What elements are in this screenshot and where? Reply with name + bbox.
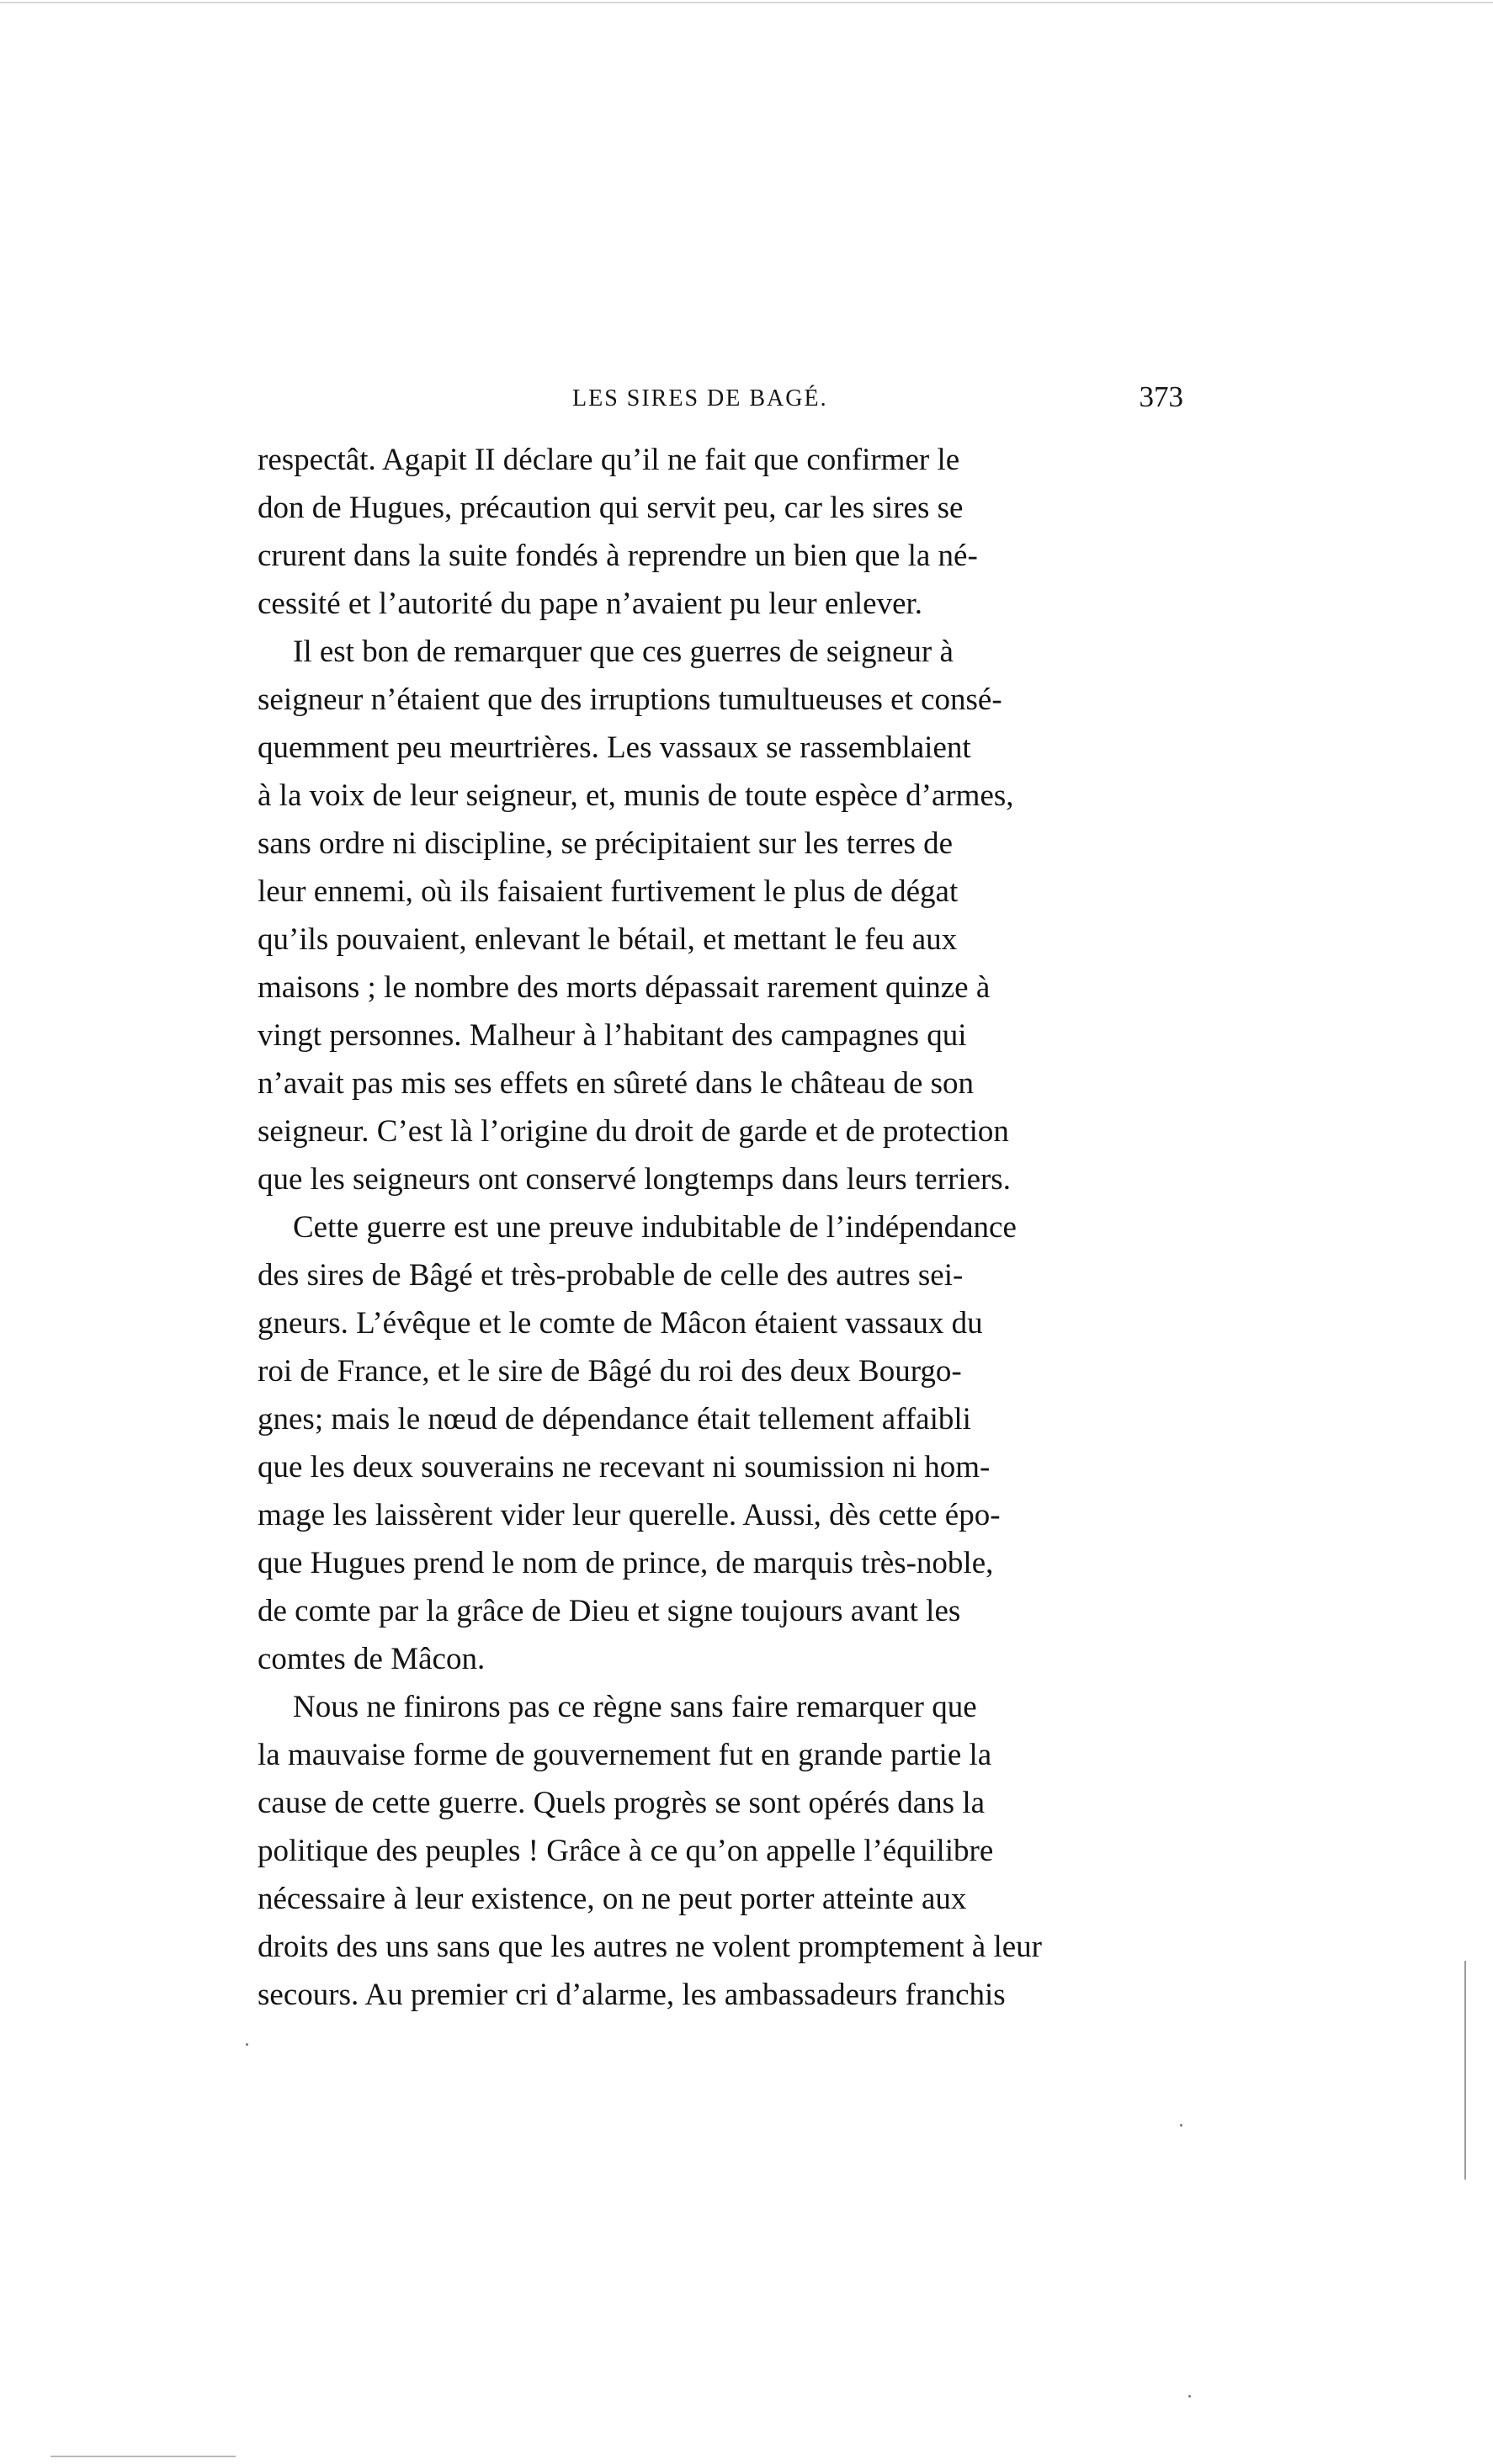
scan-bottom-edge bbox=[50, 2456, 236, 2457]
paragraph-start-line: Cette guerre est une preuve indubitable de l’indépendance bbox=[293, 1210, 1017, 1245]
text-line: don de Hugues, précaution qui servit peu, car les sires se bbox=[258, 491, 964, 525]
page-number: 373 bbox=[1139, 380, 1183, 413]
text-line: que Hugues prend le nom de prince, de marquis très-noble, bbox=[258, 1546, 994, 1580]
text-line: politique des peuples ! Grâce à ce qu’on appelle l’équilibre bbox=[258, 1834, 994, 1868]
running-title: LES SIRES DE BAGÉ. bbox=[572, 385, 828, 412]
text-line: qu’ils pouvaient, enlevant le bétail, et mettant le feu aux bbox=[258, 922, 958, 957]
text-line: comtes de Mâcon. bbox=[258, 1642, 486, 1676]
text-line: que les seigneurs ont conservé longtemps dans leurs terriers. bbox=[258, 1162, 1011, 1197]
text-line: seigneur. C’est là l’origine du droit de garde et de protection bbox=[258, 1114, 1009, 1149]
text-line: cause de cette guerre. Quels progrès se sont opérés dans la bbox=[258, 1786, 986, 1820]
text-line: maisons ; le nombre des morts dépassait rarement quinze à bbox=[258, 970, 991, 1005]
text-line: secours. Au premier cri d’alarme, les ambassadeurs franchis bbox=[258, 1978, 1006, 2012]
text-line: à la voix de leur seigneur, et, munis de toute espèce d’armes, bbox=[258, 778, 1014, 813]
text-line: gneurs. L’évêque et le comte de Mâcon étaient vassaux du bbox=[258, 1306, 983, 1341]
text-line: mage les laissèrent vider leur querelle. Aussi, dès cette épo- bbox=[258, 1498, 1001, 1532]
text-line: la mauvaise forme de gouvernement fut en grande partie la bbox=[258, 1738, 992, 1772]
text-line: leur ennemi, où ils faisaient furtivement le plus de dégat bbox=[258, 874, 959, 909]
text-line: cessité et l’autorité du pape n’avaient pu leur enlever. bbox=[258, 587, 923, 621]
text-line: seigneur n’étaient que des irruptions tumultueuses et consé- bbox=[258, 682, 1002, 717]
text-line: que les deux souverains ne recevant ni soumission ni hom- bbox=[258, 1450, 991, 1484]
text-line: n’avait pas mis ses effets en sûreté dans le château de son bbox=[258, 1066, 975, 1101]
text-line: sans ordre ni discipline, se précipitaient sur les terres de bbox=[258, 826, 954, 861]
text-line: des sires de Bâgé et très-probable de celle des autres sei- bbox=[258, 1258, 964, 1293]
scan-top-edge bbox=[0, 2, 1493, 3]
text-line: gnes; mais le nœud de dépendance était tellement affaibli bbox=[258, 1402, 971, 1436]
scan-speck bbox=[246, 2043, 248, 2046]
scan-speck bbox=[1188, 2395, 1191, 2398]
text-line: roi de France, et le sire de Bâgé du roi des deux Bourgo- bbox=[258, 1354, 962, 1389]
scan-edge-mark bbox=[1464, 1961, 1466, 2180]
page-header bbox=[258, 377, 1183, 427]
text-line: vingt personnes. Malheur à l’habitant des campagnes qui bbox=[258, 1018, 967, 1053]
body-text bbox=[258, 436, 1183, 2019]
paragraph-start-line: Nous ne finirons pas ce règne sans faire remarquer que bbox=[293, 1690, 977, 1724]
text-line: nécessaire à leur existence, on ne peut porter atteinte aux bbox=[258, 1882, 967, 1916]
text-line: crurent dans la suite fondés à reprendre un bien que la né- bbox=[258, 539, 978, 573]
paragraph-start-line: Il est bon de remarquer que ces guerres de seigneur à bbox=[293, 635, 954, 669]
text-line: droits des uns sans que les autres ne volent promptement à leur bbox=[258, 1930, 1042, 1964]
scan-speck bbox=[1180, 2124, 1182, 2127]
text-line: de comte par la grâce de Dieu et signe toujours avant les bbox=[258, 1594, 961, 1628]
text-line: respectât. Agapit II déclare qu’il ne fait que confirmer le bbox=[258, 443, 960, 477]
text-line: quemment peu meurtrières. Les vassaux se rassemblaient bbox=[258, 730, 971, 765]
